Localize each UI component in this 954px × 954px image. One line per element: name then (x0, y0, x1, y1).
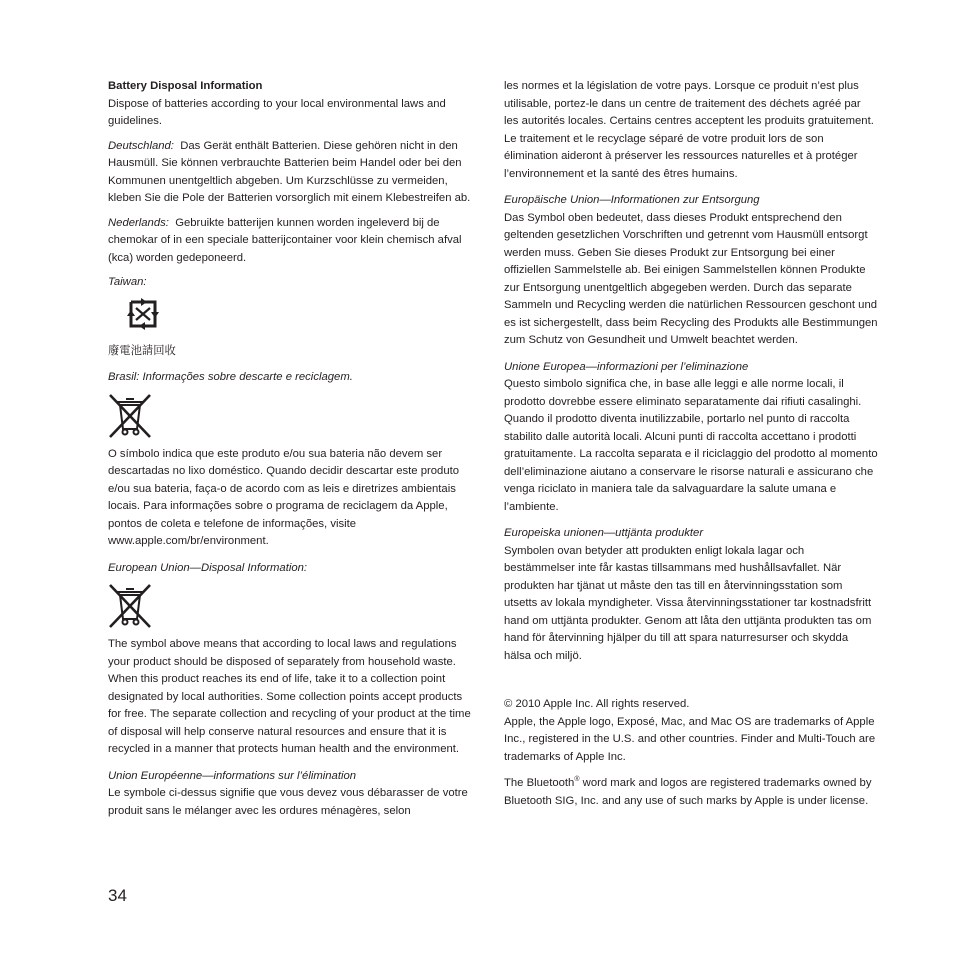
battery-heading: Battery Disposal Information (108, 80, 263, 92)
brasil-label-text: Brasil: Informações sobre descarte e reciclagem. (108, 371, 353, 383)
taiwan-label-text: Taiwan: (108, 276, 147, 288)
page-number: 34 (108, 886, 127, 905)
bluetooth-post: word mark and logos are registered trademarks owned by Bluetooth SIG, Inc. and any use of such marks by Apple is under license. (504, 777, 872, 807)
nederlands-label: Nederlands: (108, 216, 169, 229)
deutsch-eu-label: Europäische Union—Informationen zur Entsorgung (504, 194, 760, 206)
taiwan-text: 廢電池請回收 (108, 344, 176, 357)
brasil-text: O símbolo indica que este produto e/ou sua bateria não devem ser descartadas no lixo doméstico. Quando decidir descartar este produto e/ou sua bateria, faça-o de acordo com as leis e diretrizes ambientais locais. Para informações sobre o programa de reciclagem da Apple, pontos de coleta e telefone de informações, visite www.apple.com/br/environment. (108, 447, 460, 547)
battery-text: Dispose of batteries according to your local environmental laws and guidelines. (108, 97, 446, 127)
copyright-text: © 2010 Apple Inc. All rights reserved. (504, 698, 690, 710)
francais-section (108, 768, 478, 821)
battery-section (108, 78, 478, 131)
francais-text: Le symbole ci-dessus signifie que vous devez vous débarasser de votre produit sans le mélanger avec les ordures ménagères, selon (108, 787, 468, 817)
copyright-section (504, 696, 878, 766)
svenska-text: Symbolen ovan betyder att produkten enligt lokala lagar och bestämmelser inte får kastas tillsammans med hushållsavfallet. När produkten har tjänat ut måste den tas till en återvinningsstation som utsetts av lokala myndigheter. Vissa återvinningsstationer tar kostnadsfritt hand om uttjänta produkter. Genom att låta den uttjänta produkten tas om hand för återvinning hjälper du till att spara naturresurser och skydda hälsa och miljö. (504, 544, 872, 662)
deutsch-eu-text: Das Symbol oben bedeutet, dass dieses Produkt entsprechend den geltenden gesetzlichen Vorschriften und getrennt vom Hausmüll entsorgt werden muss. Geben Sie dieses Produkt zur Entsorgung bei einer offiziellen Sammelstelle ab. Bei einigen Sammelstellen können Produkte zur Entsorgung unentgeltlich abgegeben werden. Durch das separate Sammeln und Recycling werden die natürlichen Ressourcen geschont und es ist sichergestellt, dass beim Recycling des Produkts alle Bestimmungen zum Schutz von Gesundheit und Umwelt beachtet werden. (504, 211, 878, 346)
registered-mark: ® (574, 776, 580, 784)
taiwan-label (108, 274, 478, 292)
bluetooth-section (504, 775, 878, 810)
eu-label-text: European Union—Disposal Information: (108, 561, 308, 574)
svenska-label: Europeiska unionen—uttjänta produkter (504, 527, 704, 539)
francais-continued: les normes et la législation de votre pays. Lorsque ce produit n’est plus utilisable, portez-le dans un centre de traitement des déchets agréé par les autorités locales. Certains centres acceptent les produits gratuitement. Le traitement et le recyclage séparé de votre produit lors de son élimination aideront à préserver les ressources naturelles et à protéger l’environnement et la santé des êtres humains. (504, 80, 874, 180)
eu-text: The symbol above means that according to local laws and regulations your product should be disposed of separately from household waste. When this product reaches its end of life, take it to a collection point designated by local authorities. Some collection points accept products for free. The separate collection and recycling of your product at the time of disposal will help conserve natural resources and ensure that it is recycled in a manner that protects human health and the environment. (108, 638, 471, 755)
italiano-section (504, 359, 878, 517)
italiano-text: Questo simbolo significa che, in base alle leggi e alle norme locali, il prodotto dovrebbe essere eliminato separatamente dai rifiuti casalinghi. Quando il prodotto diventa inutilizzabile, portarlo nel punto di raccolta stabilito dalle autorità locali. Alcuni punti di raccolta accettano i prodotti gratuitamente. La raccolta separata e il riciclaggio del prodotto al momento dell’eliminazione aiutano a conservare le risorse naturali e assicurano che venga riciclato in maniera tale da salvaguardare la salute umana e l’ambiente. (504, 378, 878, 513)
nederlands-section (108, 215, 478, 268)
italiano-label: Unione Europea—informazioni per l’eliminazione (504, 360, 749, 373)
deutschland-label: Deutschland: (108, 139, 174, 152)
trademarks-text: Apple, the Apple logo, Exposé, Mac, and Mac OS are trademarks of Apple Inc., registered in the U.S. and other countries. Finder and Multi-Touch are trademarks of Apple Inc. (504, 715, 876, 763)
left-column (108, 78, 478, 827)
taiwan-recycle-icon (125, 298, 161, 336)
right-column (504, 78, 878, 817)
deutsch-eu-section (504, 192, 878, 350)
crossed-bin-icon (108, 393, 152, 439)
francais-label: Union Européenne—informations sur l’élimination (108, 769, 357, 782)
bluetooth-pre: The Bluetooth (504, 777, 575, 789)
eu-label (108, 560, 478, 578)
svenska-section (504, 525, 878, 665)
crossed-bin-icon (108, 583, 152, 629)
deutschland-section (108, 138, 478, 208)
deutschland-text: Das Gerät enthält Batterien. Diese gehören nicht in den Hausmüll. Sie können verbrauchte Batterien beim Handel oder bei den Kommunen unentgeltlich abgeben. Um Kurzschlüsse zu vermeiden, kleben Sie die Pole der Batterien vorsorglich mit einem Klebestreifen ab. (108, 139, 471, 204)
nederlands-text: Gebruikte batterijen kunnen worden ingeleverd bij de chemokar of in een speciale batterijcontainer voor klein chemisch afval (kca) worden gedeponeerd. (108, 216, 462, 264)
brasil-label (108, 369, 478, 387)
